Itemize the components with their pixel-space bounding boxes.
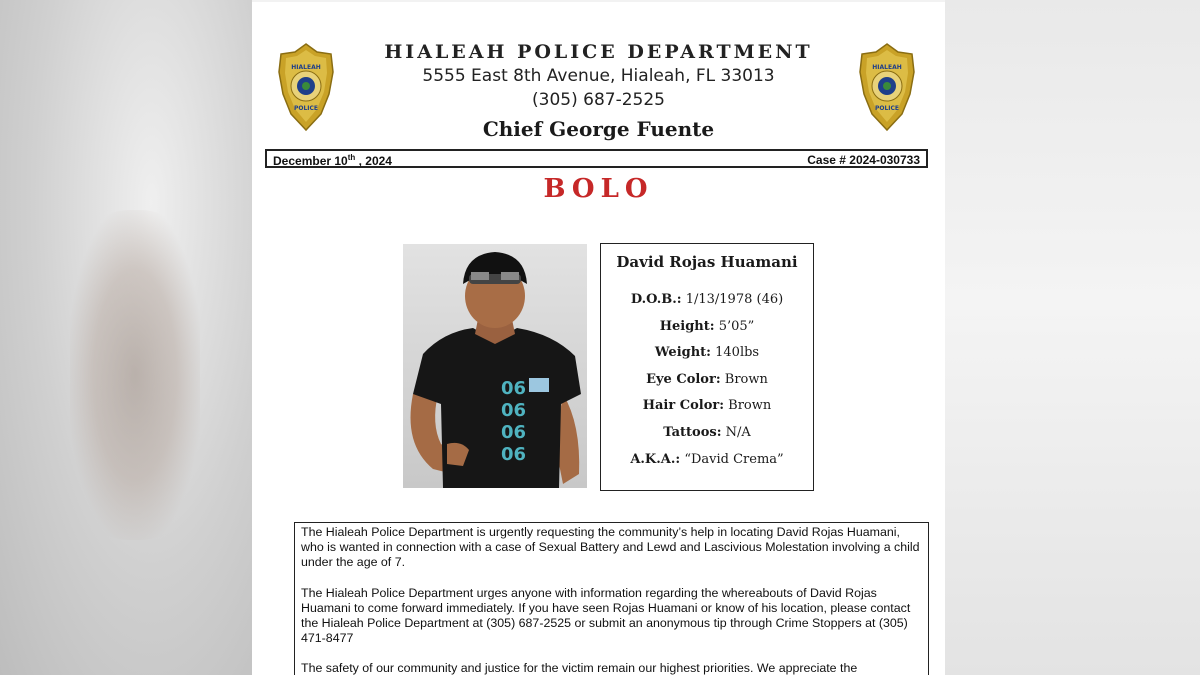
date-case-bar — [265, 149, 928, 168]
svg-text:06: 06 — [501, 378, 527, 399]
detail-row-aka: A.K.A.: “David Crema” — [630, 451, 784, 467]
svg-text:HIALEAH: HIALEAH — [872, 64, 902, 71]
letterhead — [252, 40, 945, 144]
bulletin-date: December 10th , 2024 — [273, 153, 392, 168]
svg-text:POLICE: POLICE — [874, 105, 900, 112]
svg-text:06: 06 — [501, 422, 527, 443]
detail-row-hair-color: Hair Color: Brown — [642, 398, 772, 414]
description-paragraph: The safety of our community and justice for the victim remain our highest priorities. We appreciate the — [301, 661, 858, 675]
department-phone: (305) 687-2525 — [532, 90, 665, 110]
detail-row-tattoos: Tattoos: N/A — [663, 424, 751, 440]
bolo-flyer — [252, 2, 945, 675]
svg-text:06: 06 — [501, 400, 527, 421]
description-paragraph: The Hialeah Police Department urges anyone with information regarding the whereabouts of David Rojas Huamani to come forward immediately. If you have seen Rojas Huamani or know of his location, please contact the Hialeah Police Department at (305) 687-2525 or submit an anonymous tip through Crime Stoppers at (305) 471-8477 — [301, 585, 911, 646]
blurred-background-left — [0, 0, 252, 675]
bolo-title: BOLO — [543, 174, 654, 204]
svg-text:POLICE: POLICE — [293, 105, 319, 112]
case-number: Case # 2024-030733 — [807, 153, 920, 167]
detail-row-height: Height: 5’05” — [659, 318, 755, 334]
subject-name: David Rojas Huamani — [616, 253, 798, 271]
department-name: HIALEAH POLICE DEPARTMENT — [384, 41, 813, 63]
department-address: 5555 East 8th Avenue, Hialeah, FL 33013 — [422, 66, 775, 86]
subject-photo — [403, 244, 587, 488]
case-description — [294, 522, 929, 675]
description-paragraph: The Hialeah Police Department is urgently requesting the community’s help in locating David Rojas Huamani, who is wanted in connection with a case of Sexual Battery and Lewd and Lascivious Molestation involving a child under the age of 7. — [301, 525, 920, 570]
chief-name: Chief George Fuente — [482, 117, 715, 141]
svg-text:HIALEAH: HIALEAH — [291, 64, 321, 71]
blurred-figure — [70, 210, 200, 540]
detail-row-eye-color: Eye Color: Brown — [646, 371, 768, 387]
detail-row-weight: Weight: 140lbs — [654, 345, 760, 361]
detail-row-dob: D.O.B.: 1/13/1978 (46) — [630, 292, 784, 307]
svg-text:06: 06 — [501, 444, 527, 465]
blurred-background-right — [945, 0, 1200, 675]
subject-details — [600, 243, 814, 491]
